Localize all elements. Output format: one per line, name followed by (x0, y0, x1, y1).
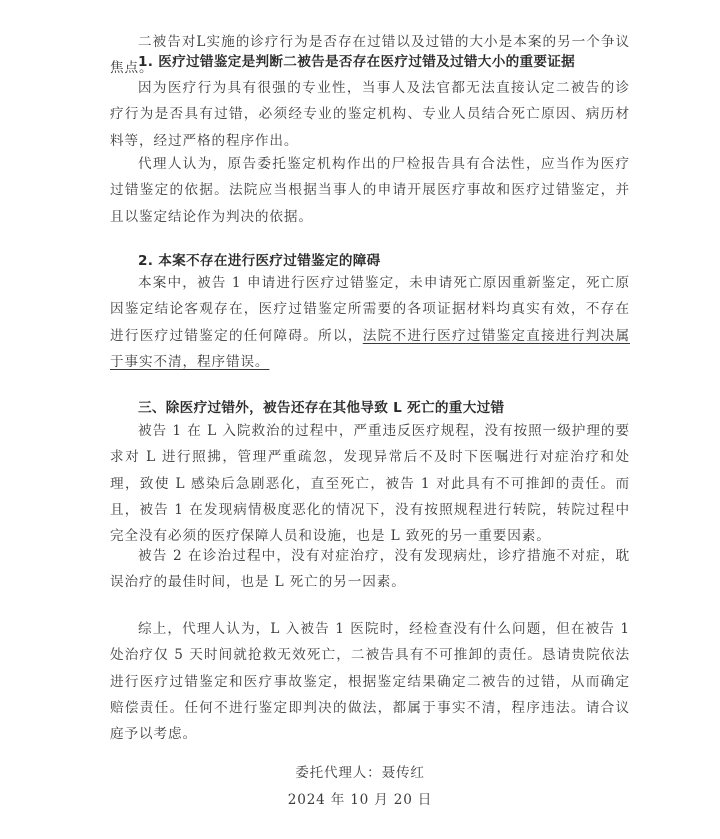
section-3-paragraph-1: 被告 1 在 L 入院救治的过程中，严重违反医疗规程，没有按照一级护理的要求对 L 进行照拂，管理严重疏忽，发现异常后不及时下医嘱进行对症治疗和处理，致使 L 感染后急剧恶化，直至死亡，被告 1 对此具有不可推卸的责任。而且，被告 1 在发现病情极度恶化的情况下，没有按照规程进行转院，转院过程中完全没有必须的医疗保障人员和设施，也是 L 致死的另一重要因素。 (110, 423, 630, 545)
signature-agent: 委托代理人：聂传红 (295, 765, 425, 781)
section-2-underlined-text: 法院不进行医疗过错鉴定直接进行判决属于事实不清，程序错误。 (110, 327, 630, 370)
section-2-paragraph-1 (110, 270, 630, 375)
signature-date: 2024 年 10 月 20 日 (287, 792, 433, 808)
intro-paragraph: 二被告对L实施的诊疗行为是否存在过错以及过错的大小是本案的另一个争议焦点。 (110, 34, 630, 77)
section-1-paragraph-1: 因为医疗行为具有很强的专业性，当事人及法官都无法直接认定二被告的诊疗行为是否具有过错，必须经专业的鉴定机构、专业人员结合死亡原因、病历材料等，经过严格的程序作出。 (110, 80, 630, 149)
section-3-paragraph-2: 被告 2 在诊治过程中，没有对症治疗，没有发现病灶，诊疗措施不对症，耽误治疗的最佳时间，也是 L 死亡的另一因素。 (110, 548, 630, 591)
section-3-heading: 三、除医疗过错外，被告还存在其他导致 L 死亡的重大过错 (138, 400, 505, 416)
conclusion-paragraph: 综上，代理人认为，L 入被告 1 医院时，经检查没有什么问题，但在被告 1 处治疗仅 5 天时间就抢救无效死亡，二被告具有不可推卸的责任。恳请贵院依法进行医疗过错鉴定和医疗事故鉴定，根据鉴定结果确定二被告的过错，从而确定赔偿责任。任何不进行鉴定即判决的做法，都属于事实不清，程序违法。请合议庭予以考虑。 (110, 621, 630, 743)
section-2-heading: 2. 本案不存在进行医疗过错鉴定的障碍 (138, 253, 381, 269)
section-1-paragraph-2: 代理人认为，原告委托鉴定机构作出的尸检报告具有合法性，应当作为医疗过错鉴定的依据。法院应当根据当事人的申请开展医疗事故和医疗过错鉴定，并且以鉴定结论作为判决的依据。 (110, 156, 630, 225)
section-1-heading: 1. 医疗过错鉴定是判断二被告是否存在医疗过错及过错大小的重要证据 (138, 54, 576, 70)
section-2-text: 本案中，被告 1 申请进行医疗过错鉴定，未申请死亡原因重新鉴定，死亡原因鉴定结论客观存在，医疗过错鉴定所需要的各项证据材料均真实有效，不存在进行医疗过错鉴定的任何障碍。所以， (110, 275, 630, 344)
